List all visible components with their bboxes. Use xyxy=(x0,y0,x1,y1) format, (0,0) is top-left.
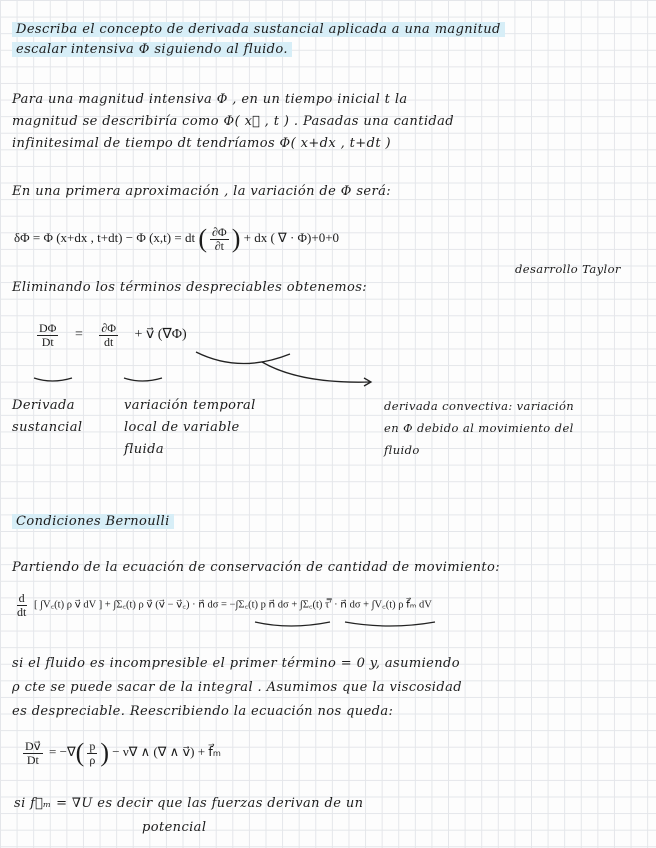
label-temporal-2: local de variable xyxy=(124,420,240,435)
euler-result-equation: $\frac{Dv⃗}{Dt}$ = −∇( $\frac{p}{\rho}$ ) − ν∇ ∧ (∇ ∧ v⃗) + f⃗ₘ xyxy=(25,738,221,767)
brace-lhs xyxy=(34,378,72,381)
label-temporal-3: fluida xyxy=(124,442,164,457)
condition-line-2: ρ cte se puede sacar de la integral . Asumimos que la viscosidad xyxy=(12,680,462,695)
approx-line: En una primera aproximación , la variación de Φ será: xyxy=(12,184,392,199)
arrow-convective xyxy=(262,362,370,382)
label-derivative-2: sustancial xyxy=(12,420,83,435)
label-temporal-1: variación temporal xyxy=(124,398,256,413)
eliminating-line: Eliminando los términos despreciables obtenemos: xyxy=(12,280,368,295)
potential-line-1: si f⃗ₘ = ∇U es decir que las fuerzas derivan de un xyxy=(14,796,364,811)
label-convective-3: fluido xyxy=(384,443,420,457)
intro-line-2: magnitud se describiría como Φ( x⃗ , t ) . Pasadas una cantidad xyxy=(12,114,454,129)
condition-line-1: si el fluido es incompresible el primer término = 0 y, asumiendo xyxy=(12,656,460,671)
label-convective-2: en Φ debido al movimiento del xyxy=(384,421,574,435)
label-convective-1: derivada convectiva: variación xyxy=(384,399,575,413)
brace-temporal xyxy=(124,378,162,381)
momentum-equation: $\frac{d}{dt}$ [ ∫V꜀(t) ρ v⃗ dV ] + ∫Σ꜀(t) ρ v⃗ (v⃗ − v⃗꜀) · n⃗ dσ = −∫Σ꜀(t) p n⃗ dσ + ∫Σ꜀(t) τ̿′ · n⃗ dσ + ∫V꜀(t) ρ f⃗ₘ dV xyxy=(17,591,432,619)
potential-line-2: potencial xyxy=(142,820,207,835)
substantial-derivative-equation: $\frac{D\Phi}{Dt}$ = $\frac{\partial\Phi}{dt}$ + v⃗ (∇Φ) xyxy=(39,321,187,349)
brace-viscous xyxy=(345,622,435,626)
taylor-equation: δΦ = Φ (x+dx , t+dt) − Φ (x,t) = dt ( $\frac{\partial\Phi}{\partial t}$ ) + dx ( ∇ · Φ)+0+0 xyxy=(14,224,340,253)
brace-pressure xyxy=(255,622,330,626)
title-line-1: Describa el concepto de derivada sustancial aplicada a una magnitud xyxy=(12,22,505,37)
taylor-note: desarrollo Taylor xyxy=(515,262,621,276)
brace-convective xyxy=(196,352,290,364)
bernoulli-intro: Partiendo de la ecuación de conservación de cantidad de movimiento: xyxy=(12,560,501,575)
title-line-2: escalar intensiva Φ siguiendo al fluido. xyxy=(12,42,292,57)
bernoulli-heading: Condiciones Bernoulli xyxy=(12,514,174,529)
label-derivative-1: Derivada xyxy=(12,398,75,413)
condition-line-3: es despreciable. Reescribiendo la ecuación nos queda: xyxy=(12,704,394,719)
intro-line-1: Para una magnitud intensiva Φ , en un tiempo inicial t la xyxy=(12,92,408,107)
intro-line-3: infinitesimal de tiempo dt tendríamos Φ( x+dx , t+dt ) xyxy=(12,136,391,151)
